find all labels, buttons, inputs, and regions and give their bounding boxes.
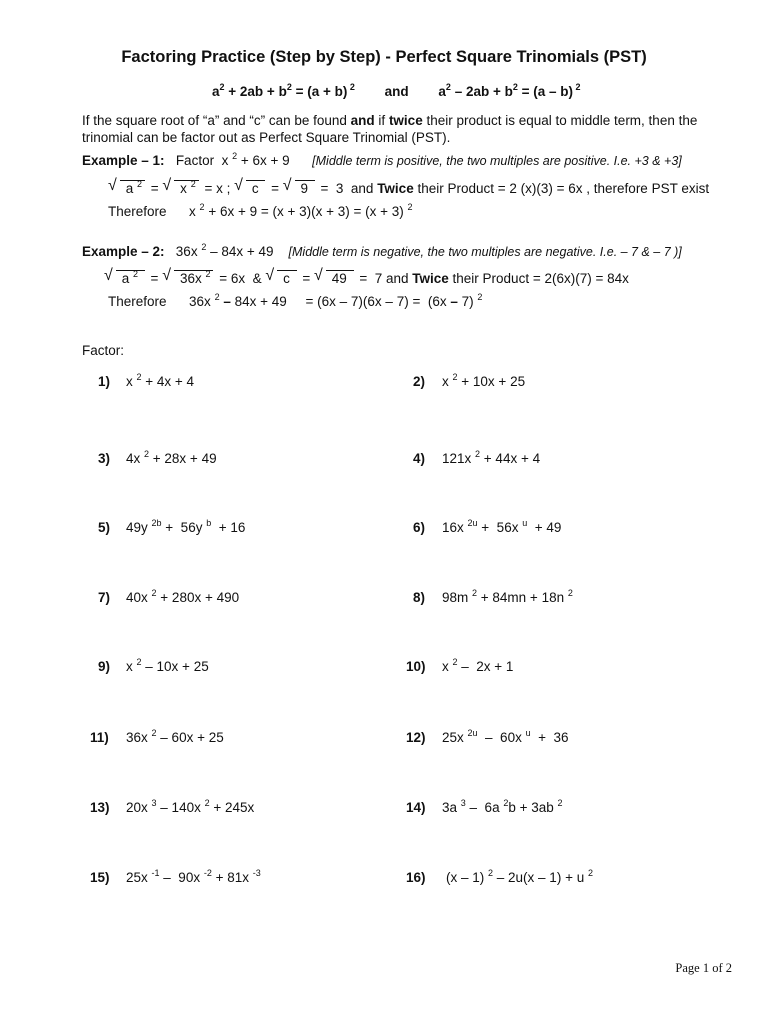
problem-expression: 25x $^{2u}$ – 60x $^u$ + 36 <box>442 728 569 745</box>
problem-expression: 49y $^{2b}$ + 56y $^b$ + 16 <box>126 518 246 535</box>
example-2-header: Example – 2: 36x $^2$ – 84x + 49 [Middle term is negative, the two multiples are negative. I.e. – 7 & – 7 )] <box>82 242 682 259</box>
example-1-label: Example – 1: <box>82 153 165 168</box>
problem-expression: x $^2$ + 10x + 25 <box>442 372 526 389</box>
example-1-factor-word: Factor <box>175 153 215 168</box>
example-1-therefore: Therefore <box>108 204 167 219</box>
example-2-roots: √ a $^2$ = √ 36x $^2$ = 6x & √ c = √ 49 = 7 and Twice their Product = 2(6x)(7) = 84x <box>104 267 629 286</box>
problem-number: 12) <box>406 730 426 745</box>
example-2-product: their Product = 2(6x)(7) = 84x <box>452 271 629 286</box>
problem-number: 8) <box>413 590 426 605</box>
problem-number: 3) <box>98 451 111 466</box>
page-title: Factoring Practice (Step by Step) - Perfect Square Trinomials (PST) <box>121 48 647 66</box>
factor-label: Factor: <box>82 343 125 358</box>
problem-expression: 16x $^{2u}$ + 56x $^u$ + 49 <box>442 518 562 535</box>
example-2-note: [Middle term is negative, the two multiples are negative. I.e. – 7 & – 7 )] <box>288 245 682 259</box>
problem-expression: x $^2$ + 4x + 4 <box>126 372 195 389</box>
example-1-roots: √ a $^2$ = √ x $^2$ = x ; √ c = √ 9 = 3 and Twice their Product = 2 (x)(3) = 6x , therefore PST exist <box>108 177 710 196</box>
example-1-note: [Middle term is positive, the two multiples are positive. I.e. +3 & +3] <box>312 154 682 168</box>
example-2-twice: Twice <box>412 271 449 286</box>
problem-number: 10) <box>406 659 426 674</box>
problem-number: 1) <box>98 374 111 389</box>
problem-expression: 98m $^2$ + 84mn + 18n $^2$ <box>442 588 573 605</box>
problem-expression: 3a $^3$ – 6a $^2$b + 3ab $^2$ <box>442 798 563 815</box>
page-footer: Page 1 of 2 <box>675 961 732 975</box>
problem-number: 9) <box>98 659 111 674</box>
problem-number: 16) <box>406 870 426 885</box>
problem-expression: (x – 1) $^2$ – 2u(x – 1) + u $^2$ <box>446 868 593 885</box>
example-1-result: Therefore x $^2$ + 6x + 9 = (x + 3)(x + 3) = (x + 3) $^2$ <box>108 202 413 219</box>
problem-number: 6) <box>413 520 426 535</box>
problem-expression: 25x $^{-1}$ – 90x $^{-2}$ + 81x $^{-3}$ <box>126 868 261 885</box>
problem-expression: 36x $^2$ – 60x + 25 <box>126 728 224 745</box>
problem-expression: x $^2$ – 2x + 1 <box>442 657 514 674</box>
problem-expression: x $^2$ – 10x + 25 <box>126 657 209 674</box>
problem-expression: 121x $^2$ + 44x + 4 <box>442 449 541 466</box>
problem-number: 11) <box>90 730 109 745</box>
problem-number: 2) <box>413 374 426 389</box>
problem-number: 13) <box>90 800 110 815</box>
problem-number: 14) <box>406 800 426 815</box>
formula-and: and <box>384 84 409 99</box>
problem-expression: 40x $^2$ + 280x + 490 <box>126 588 240 605</box>
example-1-header: Example – 1: Factor x $^2$ + 6x + 9 [Middle term is positive, the two multiples are positive. I.e. +3 & +3] <box>82 151 682 168</box>
problem-number: 7) <box>98 590 111 605</box>
problem-number: 15) <box>90 870 110 885</box>
example-1-twice: Twice <box>377 181 414 196</box>
intro-paragraph: If the square root of “a” and “c” can be found and if twice their product is equal to middle term, then the trinomial can be factor out as Perfect Square Trinomial (PST). <box>82 113 698 145</box>
example-1-product: their Product = 2 (x)(3) = 6x , therefore PST exist <box>417 181 710 196</box>
pst-formulas: $a^2 + 2ab + b^2 = (a + b)$ $^2$ and $a^2 - 2ab + b^2 = (a - b)$ $^2$ <box>212 82 581 99</box>
problem-expression: 4x $^2$ + 28x + 49 <box>126 449 217 466</box>
problem-expression: 20x $^3$ – 140x $^2$ + 245x <box>126 798 255 815</box>
example-2-therefore: Therefore <box>108 294 167 309</box>
example-2-result: Therefore 36x $^2$ – 84x + 49 = (6x – 7)(6x – 7) = (6x – 7) $^2$ <box>108 292 483 309</box>
problem-number: 4) <box>413 451 426 466</box>
problem-number: 5) <box>98 520 111 535</box>
example-2-label: Example – 2: <box>82 244 165 259</box>
